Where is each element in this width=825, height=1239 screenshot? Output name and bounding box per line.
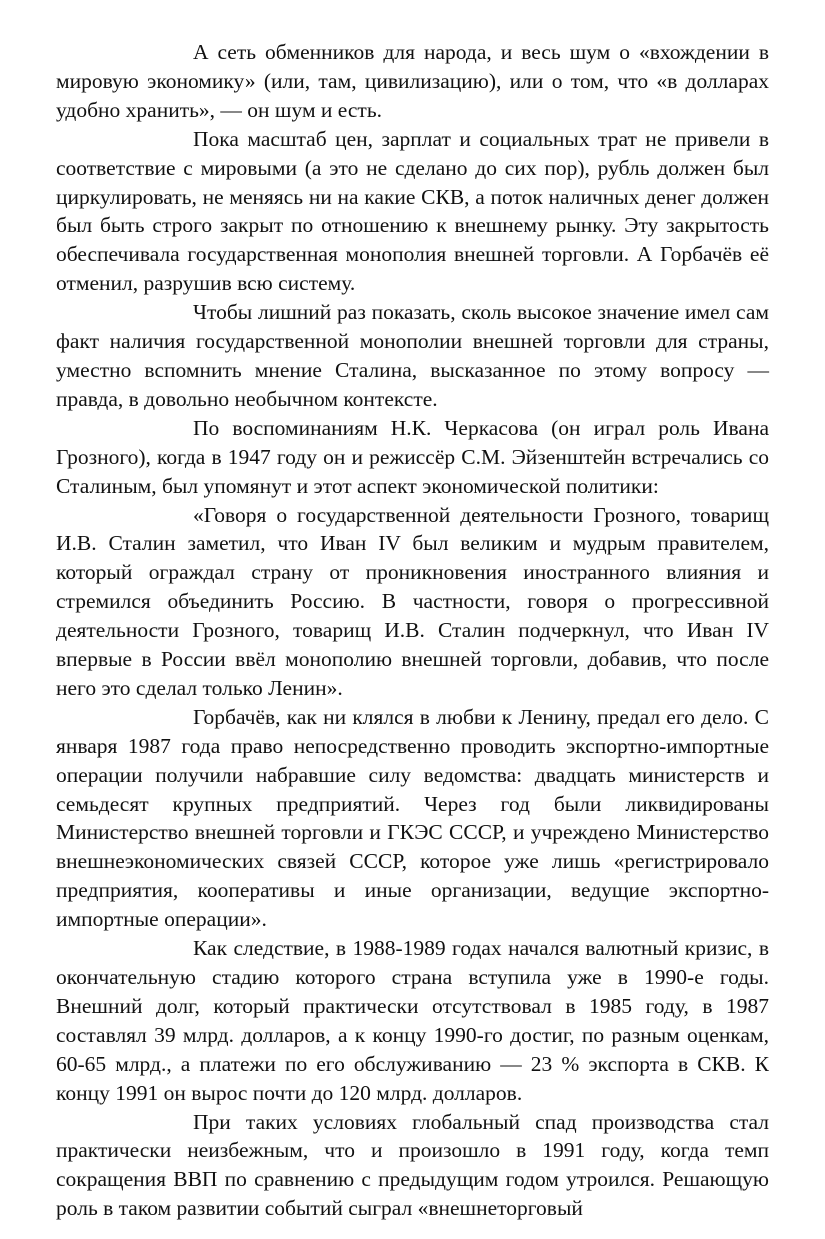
paragraph-gorbachev-reform: Горбачёв, как ни клялся в любви к Ленину, предал его дело. С января 1987 года право непосредственно проводить экспортно-импортные операции получили набравшие силу ведомства: двадцать министерств и семьдесят крупных предприятий. Через год были ликвидированы Министерство внешней торговли и ГКЭС СССР, и учреждено Министерство внешнеэкономических связей СССР, которое уже лишь «регистрировало предприятия, кооперативы и иные организации, ведущие экспортно-импортные операции».: [56, 704, 769, 932]
paragraph-cherkasov-memoir: По воспоминаниям Н.К. Черкасова (он играл роль Ивана Грозного), когда в 1947 году он и режиссёр С.М. Эйзенштейн встречались со Сталиным, был упомянут и этот аспект экономической политики:: [56, 415, 769, 498]
paragraph-exchange-offices: А сеть обменников для народа, и весь шум о «вхождении в мировую экономику» (или, там, цивилизацию), или о том, что «в долларах удобно хранить», — он шум и есть.: [56, 40, 769, 122]
paragraph-production-decline: При таких условиях глобальный спад производства стал практически неизбежным, что и произошло в 1991 году, когда темп сокращения ВВП по сравнению с предыдущим годом утроился. Решающую роль в таком развитии событий сыграл «внешнеторговый: [56, 1109, 769, 1221]
paragraph-currency-crisis: Как следствие, в 1988-1989 годах начался валютный кризис, в окончательную стадию которого страна вступила уже в 1990-е годы. Внешний долг, который практически отсутствовал в 1985 году, в 1987 составлял 39 млрд. долларов, а к концу 1990-го достиг, по разным оценкам, 60-65 млрд., а платежи по его обслуживанию — 23 % экспорта в СКВ. К концу 1991 он вырос почти до 120 млрд. долларов.: [56, 936, 769, 1105]
paragraph-trade-monopoly-importance: Чтобы лишний раз показать, сколь высокое значение имел сам факт наличия государственной монополии внешней торговли для страны, уместно вспомнить мнение Сталина, высказанное по этому вопросу — правда, в довольно необычном контексте.: [56, 300, 769, 411]
document-page: [56, 38, 769, 1223]
paragraph-ruble-circulation: Пока масштаб цен, зарплат и социальных трат не привели в соответствие с мировыми (а это не сделано до сих пор), рубль должен был циркулировать, не меняясь ни на какие СКВ, а поток наличных денег должен был быть строго закрыт по отношению к внешнему рынку. Эту закрытость обеспечивала государственная монополия внешней торговли. А Горбачёв её отменил, разрушив всю систему.: [56, 126, 769, 296]
paragraph-stalin-quote: «Говоря о государственной деятельности Грозного, товарищ И.В. Сталин заметил, что Иван IV был великим и мудрым правителем, который ограждал страну от проникновения иностранного влияния и стремился объединить Россию. В частности, говоря о прогрессивной деятельности Грозного, товарищ И.В. Сталин подчеркнул, что Иван IV впервые в России ввёл монополию внешней торговли, добавив, что после него это сделал только Ленин».: [56, 502, 769, 700]
